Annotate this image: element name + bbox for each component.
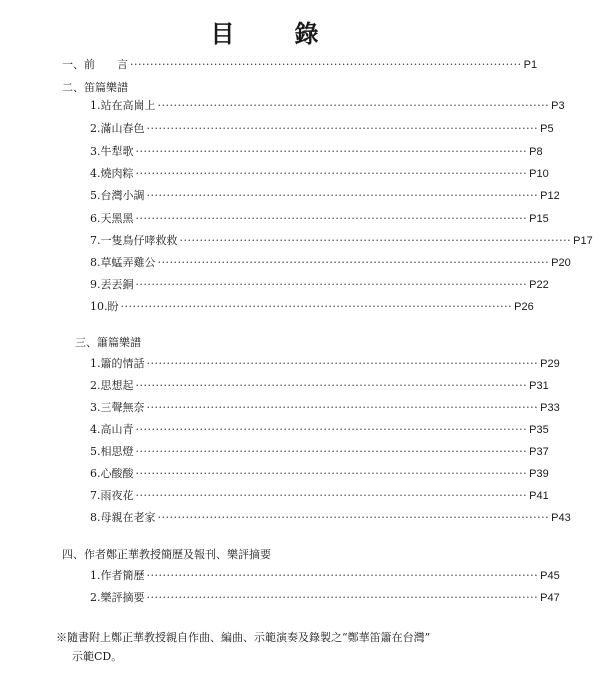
toc-entry	[90, 255, 571, 271]
toc-entry-page: P31	[529, 380, 549, 392]
toc-entry	[90, 422, 549, 438]
toc-entry-label: 6.天黑黑	[90, 212, 134, 225]
dot-leader: ··································································································	[135, 167, 528, 180]
toc-entry-preface	[62, 57, 538, 73]
dot-leader: ··································································································	[120, 300, 513, 313]
toc-entry-page: P8	[529, 146, 543, 158]
toc-entry-label: 5.台灣小調	[90, 189, 145, 202]
dot-leader: ··································································································	[130, 58, 522, 71]
footnote-line: ※隨書附上鄭正華教授親自作曲、編曲、示範演奏及錄製之“鄭華笛簫在台灣”	[56, 631, 431, 644]
toc-entry-label: 10.盼	[90, 300, 119, 313]
toc-entry	[90, 356, 560, 372]
toc-entry-label: 1.站在高崗上	[90, 99, 156, 112]
toc-entry-page: P37	[529, 446, 549, 458]
dot-leader: ··································································································	[135, 445, 528, 458]
toc-entry-label: 3.牛犁歌	[90, 145, 134, 158]
toc-entry-page: P12	[540, 190, 560, 202]
toc-entry	[90, 277, 549, 293]
toc-entry-label: 5.相思燈	[90, 445, 134, 458]
toc-entry	[90, 98, 565, 114]
toc-entry-page: P39	[529, 468, 549, 480]
section-heading-flute: 二、笛篇樂譜	[62, 81, 128, 94]
dot-leader: ··································································································	[135, 489, 528, 502]
toc-entry-page: P29	[540, 358, 560, 370]
toc-entry-page: P15	[529, 213, 549, 225]
toc-entry-label: 7.一隻鳥仔哮救救	[90, 234, 178, 247]
dot-leader: ··································································································	[135, 379, 528, 392]
dot-leader: ··································································································	[146, 122, 539, 135]
dot-leader: ··································································································	[135, 145, 528, 158]
dot-leader: ··································································································	[179, 234, 572, 247]
toc-entry	[90, 121, 554, 137]
toc-entry	[90, 211, 549, 227]
toc-entry	[90, 299, 534, 315]
toc-entry-label: 8.母親在老家	[90, 511, 156, 524]
dot-leader: ··································································································	[157, 256, 550, 269]
toc-entry-page: P5	[540, 123, 554, 135]
dot-leader: ··································································································	[135, 467, 528, 480]
toc-entry	[90, 488, 549, 504]
toc-entry-label: 2.樂評摘要	[90, 591, 145, 604]
toc-entry-page: P47	[540, 592, 560, 604]
dot-leader: ··································································································	[146, 357, 539, 370]
toc-entry-label: 2.滿山春色	[90, 122, 145, 135]
toc-entry-label: 一、前 言	[62, 58, 128, 71]
dot-leader: ··································································································	[135, 278, 528, 291]
toc-entry-label: 6.心酸酸	[90, 467, 134, 480]
dot-leader: ··································································································	[146, 189, 539, 202]
toc-entry-page: P1	[523, 59, 538, 71]
toc-entry-page: P45	[540, 570, 560, 582]
toc-entry	[90, 166, 549, 182]
section-heading-xiao: 三、簫篇樂譜	[75, 336, 141, 349]
toc-entry-page: P33	[540, 402, 560, 414]
footnote-line: 示範CD。	[72, 650, 123, 663]
toc-entry-page: P41	[529, 490, 549, 502]
toc-entry	[90, 444, 549, 460]
toc-entry-label: 9.丟丟銅	[90, 278, 134, 291]
toc-entry-page: P35	[529, 424, 549, 436]
toc-entry	[90, 144, 543, 160]
toc-entry	[90, 233, 593, 249]
page-title: 目 錄	[210, 19, 337, 48]
toc-entry	[90, 188, 560, 204]
toc-entry-page: P22	[529, 279, 549, 291]
toc-entry	[90, 510, 571, 526]
section-heading-author: 四、作者鄭正華教授簡歷及報刊、樂評摘要	[62, 548, 271, 561]
dot-leader: ··································································································	[146, 569, 539, 582]
toc-entry-label: 1.簫的情話	[90, 357, 145, 370]
toc-entry-label: 4.燒肉粽	[90, 167, 134, 180]
toc-entry-label: 4.高山青	[90, 423, 134, 436]
footnote	[56, 628, 496, 666]
toc-entry-page: P10	[529, 168, 549, 180]
dot-leader: ··································································································	[135, 423, 528, 436]
toc-entry-label: 3.三聲無奈	[90, 401, 145, 414]
toc-entry	[90, 378, 549, 394]
toc-entry	[90, 466, 549, 482]
dot-leader: ··································································································	[135, 212, 528, 225]
toc-entry	[90, 400, 560, 416]
toc-entry-page: P3	[551, 100, 565, 112]
dot-leader: ··································································································	[157, 99, 550, 112]
dot-leader: ··································································································	[157, 511, 550, 524]
toc-entry-label: 8.草蜢弄雞公	[90, 256, 156, 269]
toc-entry	[90, 568, 560, 584]
toc-entry	[90, 590, 560, 606]
toc-entry-label: 1.作者簡歷	[90, 569, 145, 582]
toc-entry-page: P17	[573, 235, 593, 247]
toc-entry-page: P20	[551, 257, 571, 269]
toc-entry-label: 7.雨夜花	[90, 489, 134, 502]
toc-entry-label: 2.思想起	[90, 379, 134, 392]
dot-leader: ··································································································	[146, 401, 539, 414]
toc-entry-page: P26	[514, 301, 534, 313]
toc-entry-page: P43	[551, 512, 571, 524]
dot-leader: ··································································································	[146, 591, 539, 604]
